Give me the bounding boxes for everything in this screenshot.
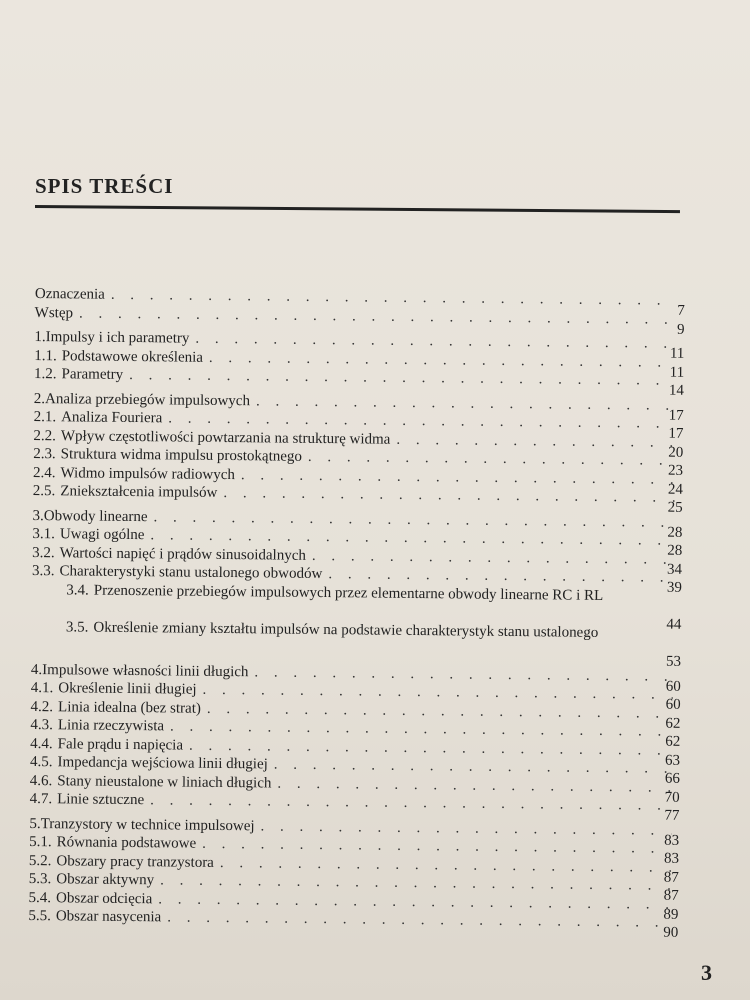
toc-entry-title: Obszar odcięcia — [56, 889, 153, 907]
toc-entry-page: 11 — [669, 364, 685, 381]
toc-entry-title: Wstęp — [34, 304, 74, 321]
toc-entry-title: Parametry — [61, 366, 124, 383]
toc-entry-page: 83 — [663, 850, 680, 867]
toc-entry-page: 70 — [664, 789, 680, 806]
toc-entry-page: 60 — [665, 696, 681, 713]
toc-chapter: 1. Impulsy i ich parametry . . . 11 — [34, 328, 684, 353]
toc-entry-title: Charakterystyki stanu ustalonego obwodów — [59, 563, 323, 583]
toc-entry-title: Fale prądu i napięcia — [57, 735, 184, 754]
toc-entry-title: Oznaczenia — [34, 285, 105, 303]
toc-section: 5.4. Obszar odcięcia . . . 89 — [28, 888, 678, 913]
toc-entry-page: 9 — [676, 321, 685, 338]
toc-entry-page: 7 — [677, 302, 685, 319]
toc-entry-title: Tranzystory w technice impulsowej — [40, 815, 255, 834]
toc-section: 2.4. Widmo impulsów radiowych . . . 24 — [33, 463, 683, 488]
table-of-contents — [28, 285, 685, 941]
toc-chapter: 3. Obwody linearne . . . 28 — [32, 506, 682, 531]
toc-entry-page: 66 — [664, 770, 680, 787]
toc-entry-page: 39 — [666, 579, 682, 596]
toc-entry-title: Zniekształcenia impulsów — [60, 483, 218, 501]
toc-entry-title: Wartości napięć i prądów sinusoidalnych — [59, 544, 307, 564]
toc-entry-title: Obszary pracy tranzystora — [56, 852, 214, 871]
toc-entry-page: 77 — [664, 807, 680, 824]
toc-entry-page: 89 — [663, 906, 679, 923]
toc-entry-page: 24 — [667, 481, 683, 498]
toc-entry-title: Stany nieustalone w liniach długich — [57, 772, 272, 792]
toc-chapter: 5. Tranzystory w technice impulsowej . . . 83 — [29, 814, 679, 839]
toc-section: 4.1. Określenie linii długiej . . . 60 — [31, 679, 681, 704]
toc-entry-page: 23 — [668, 462, 684, 479]
toc-entry-title: Podstawowe określenia — [61, 347, 204, 366]
toc-section: 2.3. Struktura widma impulsu prostokątnego . . . 23 — [33, 445, 683, 470]
toc-entry-page: 11 — [669, 345, 685, 362]
toc-entry-page: 28 — [667, 524, 683, 541]
toc-section: 5.3. Obszar aktywny . . . 87 — [29, 870, 679, 895]
toc-entry-page: 53 — [666, 653, 682, 670]
toc-entry-title: Przenoszenie przebiegów impulsowych przez elementarne obwody linearne RC i RL — [93, 582, 604, 604]
toc-entry-title: Określenie zmiany kształtu impulsów na podstawie charakterystyk stanu ustalonego — [93, 619, 599, 641]
toc-entry-page: 62 — [665, 715, 681, 732]
toc-entry-title: Analiza przebiegów impulsowych — [44, 390, 251, 409]
toc-entry-title: Impulsowe własności linii długich — [42, 661, 249, 680]
toc-entry-page: 14 — [668, 382, 685, 399]
toc-entry-page: 17 — [668, 407, 684, 424]
toc-section: 3.4. Przenoszenie przebiegów impulsowych przez elementarne obwody linearne RC i RL 44 — [66, 581, 682, 633]
toc-entry-page: 44 — [666, 616, 682, 633]
toc-section: 3.3. Charakterystyki stanu ustalonego obwodów . . . 39 — [32, 562, 682, 587]
toc-section: 4.2. Linia idealna (bez strat) . . . 62 — [30, 697, 680, 722]
toc-entry-title: Linie sztuczne — [57, 791, 145, 809]
toc-section: 5.2. Obszary pracy tranzystora . . . 87 — [29, 851, 679, 876]
toc-entry-page: 60 — [665, 678, 681, 695]
title-rule — [35, 205, 680, 213]
toc-entry-page: 83 — [664, 832, 680, 849]
toc-entry-page: 17 — [668, 425, 684, 442]
toc-entry-title: Obszar nasycenia — [55, 908, 162, 926]
toc-entry-title: Równania podstawowe — [56, 834, 197, 852]
toc-entry-title: Linia idealna (bez strat) — [58, 698, 202, 717]
toc-entry-page: 63 — [664, 752, 681, 769]
toc-chapter: 2. Analiza przebiegów impulsowych . . . 17 — [34, 389, 684, 414]
toc-entry-page: 87 — [663, 887, 679, 904]
toc-entry-page: 87 — [663, 869, 679, 886]
page-number: 3 — [701, 960, 712, 985]
toc-section: 2.2. Wpływ częstotliwości powtarzania na strukturę widma . . . 20 — [33, 426, 683, 451]
toc-section: 4.7. Linie sztuczne . . . 77 — [30, 790, 680, 815]
toc-entry-page: 25 — [667, 499, 683, 516]
toc-entry-page: 62 — [665, 733, 681, 750]
toc-section: 3.1. Uwagi ogólne . . . 28 — [32, 525, 682, 550]
toc-entry-title: Widmo impulsów radiowych — [60, 464, 235, 483]
toc-entry-page: 34 — [666, 561, 683, 578]
toc-entry-page: 90 — [663, 924, 679, 941]
toc-entry-title: Wpływ częstotliwości powtarzania na strukturę widma — [60, 427, 391, 448]
toc-entry-page: 20 — [668, 444, 684, 461]
toc-entry-title: Obszar aktywny — [56, 871, 155, 889]
toc-section: 2.1. Analiza Fouriera . . . 17 — [34, 408, 684, 433]
toc-entry-title: Impulsy i ich parametry — [45, 329, 190, 347]
toc-section: 3.2. Wartości napięć i prądów sinusoidalnych . . . 34 — [32, 543, 682, 568]
toc-section: 1.2. Parametry . . . 14 — [34, 365, 684, 390]
toc-section: 2.5. Zniekształcenia impulsów . . . 25 — [33, 482, 683, 507]
page-title: SPIS TREŚCI — [35, 174, 174, 198]
toc-section: 4.6. Stany nieustalone w liniach długich . . . 70 — [30, 771, 680, 796]
toc-section: 4.3. Linia rzeczywista . . . 62 — [30, 716, 680, 741]
toc-section: 1.1. Podstawowe określenia . . . 11 — [34, 346, 684, 371]
toc-section: 4.4. Fale prądu i napięcia . . . 63 — [30, 734, 680, 759]
toc-section: 5.1. Równania podstawowe . . . 83 — [29, 833, 679, 858]
toc-entry-title: Impedancja wejściowa linii długiej — [57, 754, 268, 773]
toc-entry-title: Linia rzeczywista — [57, 717, 165, 735]
toc-entry-title: Obwody linearne — [43, 507, 148, 525]
toc-entry-title: Analiza Fouriera — [61, 409, 163, 427]
toc-section: 3.5. Określenie zmiany kształtu impulsów na podstawie charakterystyk stanu ustalonego 53 — [65, 618, 682, 670]
toc-entry-page: 28 — [667, 542, 683, 559]
toc-chapter: 4. Impulsowe własności linii długich . . . 60 — [31, 660, 681, 685]
toc-entry-title: Określenie linii długiej — [58, 680, 197, 698]
toc-section: 4.5. Impedancja wejściowa linii długiej . . . 66 — [30, 753, 680, 778]
toc-entry-title: Uwagi ogólne — [59, 526, 145, 544]
toc-entry-title: Struktura widma impulsu prostokątnego — [60, 446, 303, 465]
toc-section: 5.5. Obszar nasycenia . . . 90 — [28, 907, 678, 932]
